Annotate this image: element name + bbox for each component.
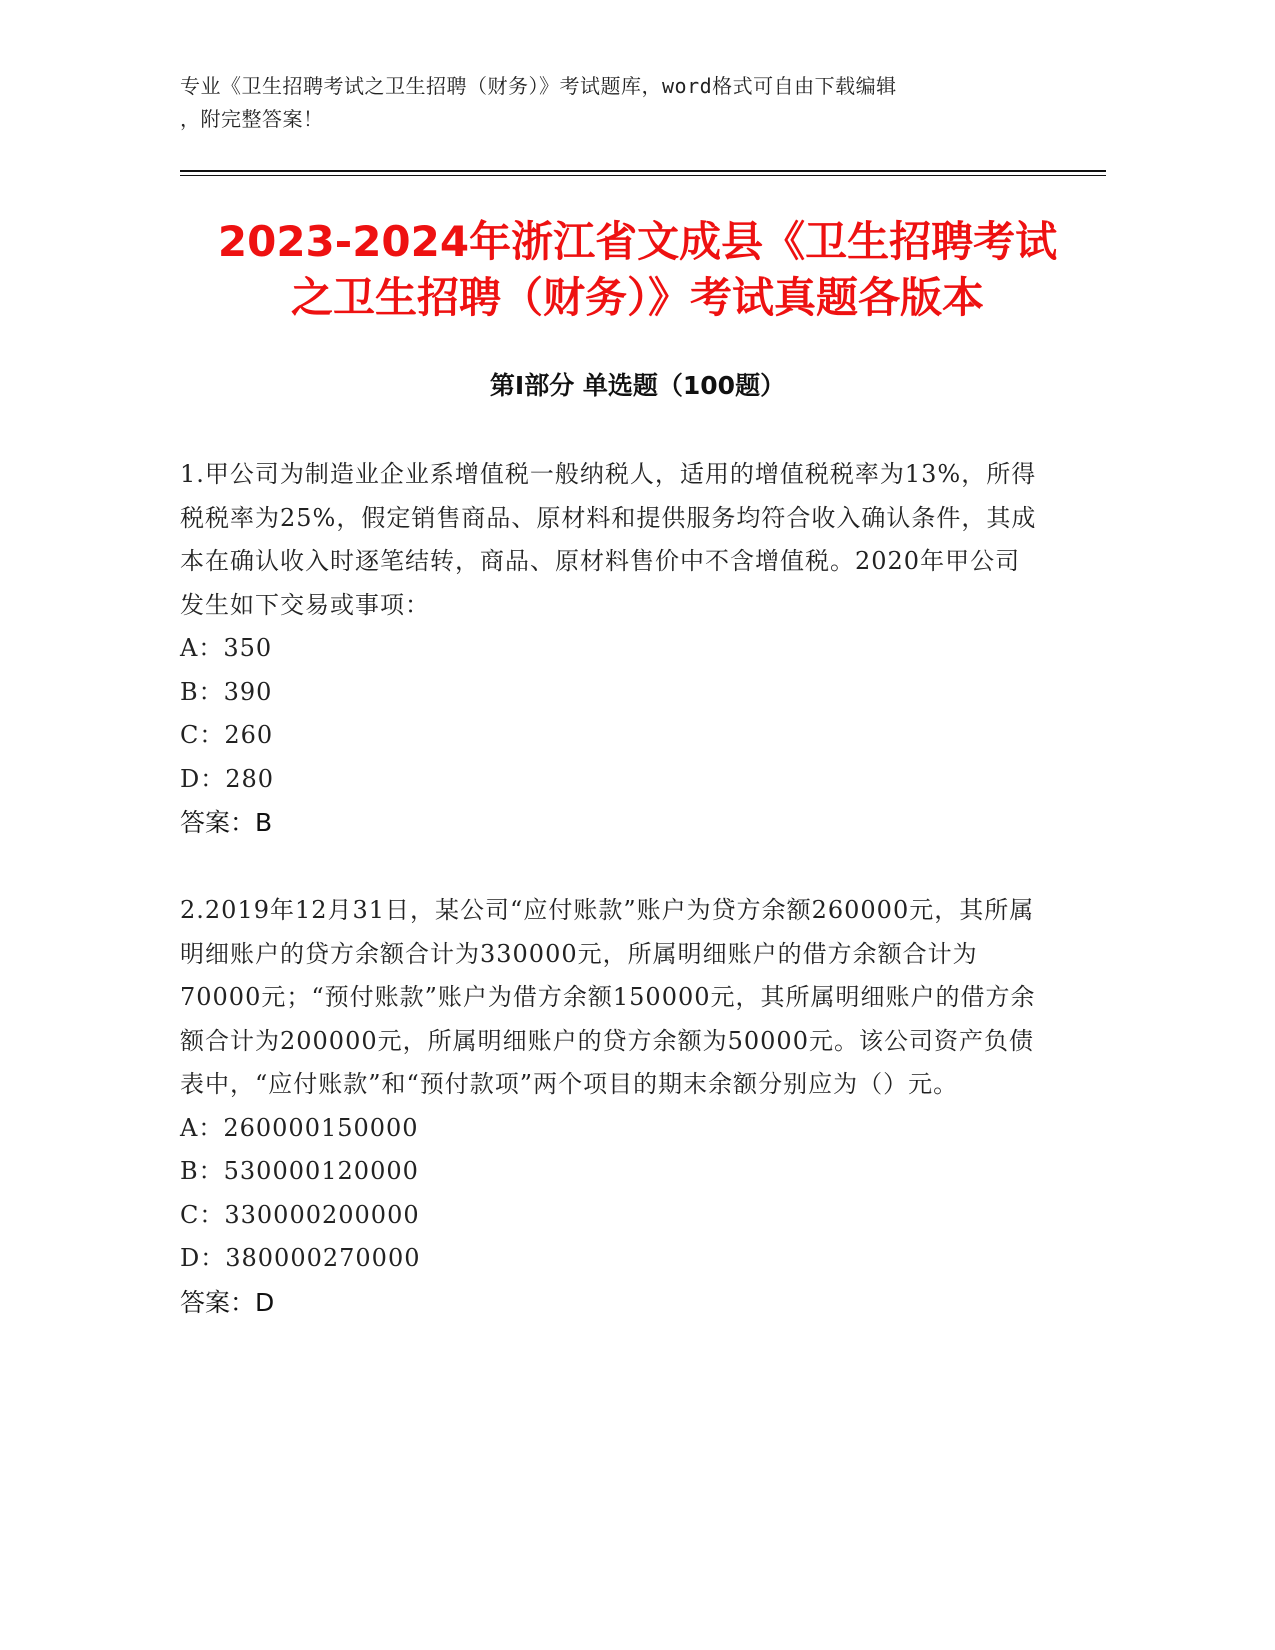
document-title	[150, 214, 1125, 326]
document-title-line-1: 2023-2024年浙江省文成县《卫生招聘考试	[217, 217, 1058, 266]
option-text: 350	[223, 634, 273, 662]
option-c	[180, 714, 1040, 758]
document-title-line-2: 之卫生招聘（财务）》考试真题各版本	[290, 273, 984, 322]
header-note-line-1: 专业《卫生招聘考试之卫生招聘（财务）》考试题库，word格式可自由下载编辑	[180, 74, 897, 98]
question-stem: 2.2019年12月31日，某公司“应付账款”账户为贷方余额260000元，其所属明细账户的贷方余额合计为330000元，所属明细账户的借方余额合计为70000元；“预付账款”账户为借方余额150000元，其所属明细账户的借方余额合计为200000元，所属明细账户的贷方余额为50000元。该公司资产负债表中，“应付账款”和“预付款项”两个项目的期末余额分别应为（）元。	[180, 896, 1036, 1098]
option-text: 380000270000	[225, 1244, 421, 1272]
option-text: 260	[224, 721, 274, 749]
option-key: A：	[180, 1113, 224, 1142]
section-title: 第Ⅰ部分 单选题（100题）	[489, 371, 786, 400]
option-key: D：	[180, 764, 226, 793]
option-key: C：	[180, 721, 225, 749]
question-1	[180, 453, 1040, 845]
option-key: B：	[180, 677, 224, 706]
question-2	[180, 889, 1040, 1324]
option-d	[180, 758, 1040, 802]
header-note	[180, 70, 1040, 136]
option-key: A：	[180, 634, 224, 662]
option-text: 390	[223, 677, 273, 706]
option-key: D：	[180, 1244, 226, 1272]
answer-line: 答案：D	[180, 1287, 275, 1317]
answer-line: 答案：B	[180, 808, 273, 837]
option-a	[180, 627, 1040, 671]
option-a	[180, 1107, 1040, 1151]
option-c	[180, 1194, 1040, 1238]
option-key: C：	[180, 1200, 225, 1229]
option-b	[180, 1150, 1040, 1194]
header-divider-thick	[180, 170, 1106, 172]
option-text: 330000200000	[224, 1200, 420, 1229]
option-text: 260000150000	[223, 1113, 419, 1142]
option-b	[180, 671, 1040, 715]
header-note-line-2: ，附完整答案！	[180, 107, 324, 131]
question-stem: 1.甲公司为制造业企业系增值税一般纳税人，适用的增值税税率为13%，所得税税率为25%，假定销售商品、原材料和提供服务均符合收入确认条件，其成本在确认收入时逐笔结转，商品、原材料售价中不含增值税。2020年甲公司发生如下交易或事项：	[180, 460, 1037, 619]
header-divider-thin	[180, 175, 1106, 176]
option-d	[180, 1237, 1040, 1281]
option-text: 280	[225, 764, 275, 793]
option-text: 530000120000	[223, 1157, 419, 1185]
option-key: B：	[180, 1157, 224, 1185]
